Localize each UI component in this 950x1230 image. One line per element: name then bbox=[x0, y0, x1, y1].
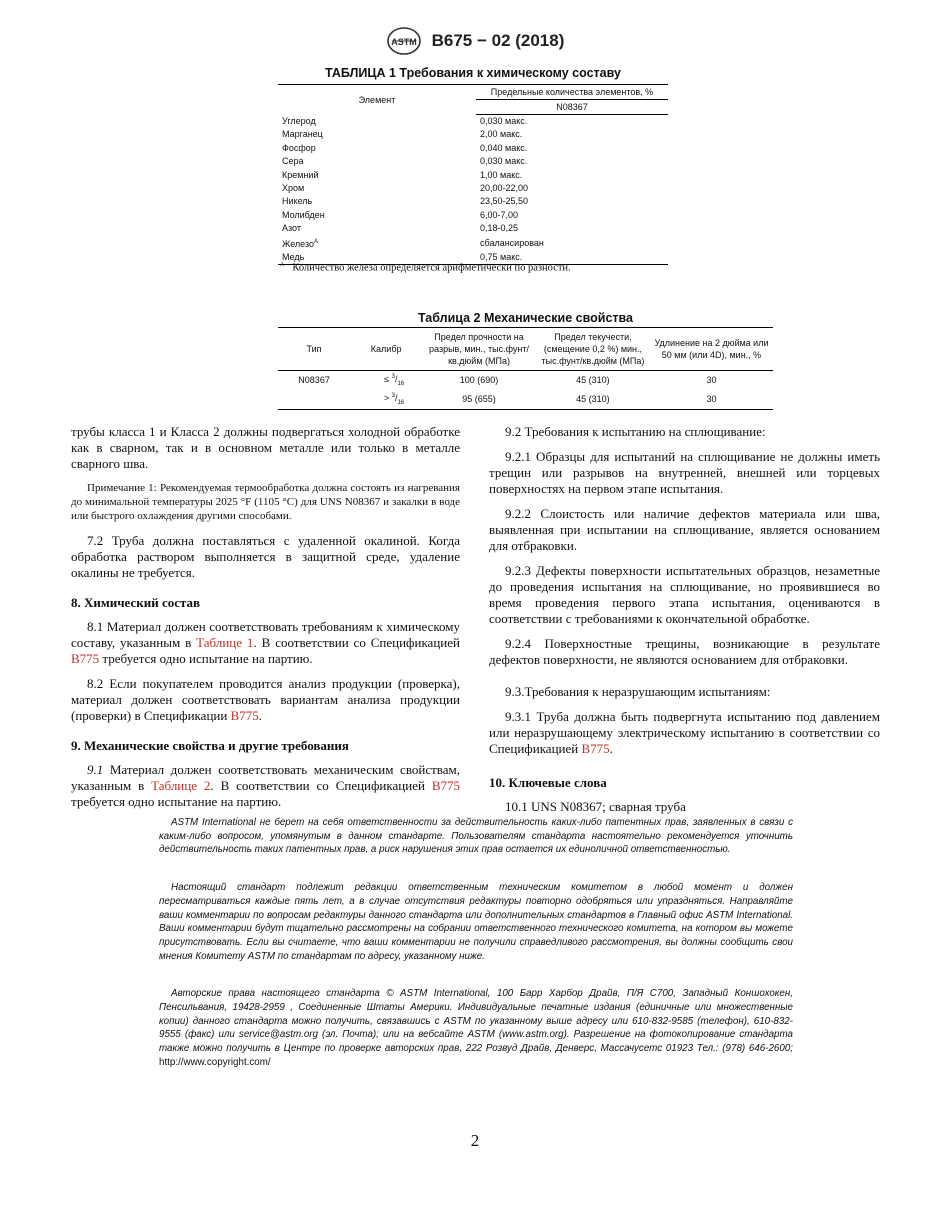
table1-value-cell: 0,18-0,25 bbox=[480, 223, 519, 234]
table1-header-element: Элемент bbox=[278, 85, 476, 115]
paragraph-7-2: 7.2 Труба должна поставляться с удаленной окалиной. Когда обработка раствором выполняется в защитной среде, удаление окалины не требуется. bbox=[71, 533, 460, 580]
b775-link[interactable]: B775 bbox=[431, 778, 460, 793]
table1-row bbox=[278, 115, 668, 129]
table1-element-cell: Молибден bbox=[282, 209, 325, 220]
table1-element-cell: Железо$^A$ bbox=[282, 238, 319, 249]
copyright-url-link[interactable]: http://www.copyright.com/ bbox=[159, 1056, 271, 1068]
page-number: 2 bbox=[470, 1131, 480, 1150]
paragraph-7-1-cont: трубы класса 1 и Класса 2 должны подвергаться холодной обработке как в сварном, так и в основном металле или только в металле сварного шва. bbox=[71, 424, 460, 471]
table1-body bbox=[278, 115, 668, 265]
table1-element-cell: Кремний bbox=[282, 169, 319, 180]
table1-row bbox=[278, 222, 668, 235]
table1-row bbox=[278, 182, 668, 195]
table1-value-cell: 23,50-25,50 bbox=[480, 196, 529, 207]
table1-value-cell: 2,00 макс. bbox=[480, 129, 523, 140]
table2-yield-cell: 45 (310) bbox=[576, 375, 610, 386]
table1-row bbox=[278, 128, 668, 141]
paragraph-9-2-1: 9.2.1 Образцы для испытаний на сплющивание не должны иметь трещин или разрывов на внутренней, внешней или торцевых поверхностях на первом этапе испытания. bbox=[489, 449, 880, 496]
table1-element-cell: Фосфор bbox=[282, 142, 316, 153]
patent-notice: ASTM International не берет на себя ответственности за действительность каких-либо патентных прав, заявленных в связи с каким-либо вопросом, упомянутым в данном стандарте. Пользователям стандарта настоятельно рекомендуется уточнить действительность таких патентных прав, а риск нарушения этих прав остается их единоличной ответственностью. bbox=[159, 817, 793, 856]
table1-row bbox=[278, 155, 668, 168]
table1-row bbox=[278, 142, 668, 155]
section-9-heading: 9. Механические свойства и другие требования bbox=[71, 738, 349, 753]
paragraph-9-1: 9.1 Материал должен соответствовать механическим свойствам, указанным в Таблице 2. В соответствии со Спецификацией B775 требуется одно испытание на партию. bbox=[71, 762, 460, 809]
table1-element-cell: Хром bbox=[282, 183, 305, 194]
table1-row bbox=[278, 169, 668, 182]
table2-header-tensile: Предел прочности на разрыв, мин., тыс.фунт/кв.дюйм (МПа) bbox=[422, 328, 536, 371]
table1-footnote bbox=[280, 262, 571, 274]
table2-elongation-cell: 30 bbox=[706, 375, 717, 386]
table1-footnote-mark: A bbox=[280, 262, 285, 268]
table1-row bbox=[278, 209, 668, 222]
table1-row bbox=[278, 236, 668, 251]
revision-notice: Настоящий стандарт подлежит редакции ответственным техническим комитетом в любой момент и должен пересматриваться каждые пять лет, а в случае отсутствия редактуры повторно одобряться или упраздняться. Направляйте ваши комментарии по вопросам редактуры данного стандарта или дополнительных стандартов в Главный офис ASTM International. Ваши комментарии будут тщательно рассмотрены на собрании ответственного технического комитета, на котором вы можете присутствовать. Если вы считаете, что ваши комментарии не получили справедливого рассмотрения, вы должны сообщить свои мнения Комитету ASTM по стандартам по адресу, указанному ниже. bbox=[159, 882, 793, 962]
paragraph-9-3: 9.3.Требования к неразрушающим испытаниям: bbox=[505, 684, 771, 699]
table1-header-grade: N08367 bbox=[476, 100, 668, 115]
section-10-heading: 10. Ключевые слова bbox=[489, 775, 607, 790]
table2-yield-cell: 45 (310) bbox=[536, 390, 650, 409]
b775-link[interactable]: B775 bbox=[230, 708, 259, 723]
table1-value-cell: 0,040 макс. bbox=[480, 142, 528, 153]
page-header bbox=[0, 26, 950, 56]
table1-value-cell: 20,00-22,00 bbox=[480, 183, 529, 194]
paragraph-9-2-2: 9.2.2 Слоистость или наличие дефектов материала или шва, выявленная при испытании на сплющивание, является основанием для отбраковки. bbox=[489, 506, 880, 553]
table2-row bbox=[278, 390, 773, 409]
table1-element-cell: Марганец bbox=[282, 129, 323, 140]
paragraph-8-1: 8.1 Материал должен соответствовать требованиям к химическому составу, указанным в Таблице 1. В соответствии со Спецификацией B775 требуется одно испытание на партию. bbox=[71, 619, 460, 666]
table1-link[interactable]: Таблице 1 bbox=[196, 635, 254, 650]
table1-value-cell: 0,030 макс. bbox=[480, 156, 528, 167]
table2-tensile-cell: 100 (690) bbox=[459, 375, 499, 386]
table2-body bbox=[278, 371, 773, 410]
table2-gauge-cell: > $^3/_{16}$ bbox=[350, 390, 422, 409]
table1-row bbox=[278, 195, 668, 208]
table1-footnote-text: Количество железа определяется арифметически по разности. bbox=[292, 262, 571, 274]
table2-type-cell bbox=[278, 390, 350, 409]
table1-element-cell: Медь bbox=[278, 251, 476, 265]
table1-element-cell: Углерод bbox=[282, 115, 316, 126]
table1-element-cell: Азот bbox=[282, 223, 301, 234]
paragraph-9-2-4: 9.2.4 Поверхностные трещины, возникающие в результате дефектов поверхности, не являются основанием для отбраковки. bbox=[489, 636, 880, 667]
paragraph-9-3-1: 9.3.1 Труба должна быть подвергнута испытанию под давлением или неразрушающему электрическому испытанию в соответствии со Спецификацией B775. bbox=[489, 709, 880, 756]
left-column bbox=[71, 424, 460, 819]
mechanical-properties-table bbox=[278, 327, 773, 410]
table2-gauge-cell: ≤ $^3/_{16}$ bbox=[384, 374, 405, 387]
table2-header-type: Тип bbox=[278, 328, 350, 371]
table1-value-cell: 0,030 макс. bbox=[480, 116, 528, 126]
table2-row bbox=[278, 371, 773, 390]
table1-title: ТАБЛИЦА 1 Требования к химическому составу bbox=[325, 66, 621, 80]
table2-tensile-cell: 95 (655) bbox=[422, 390, 536, 409]
astm-logo-icon bbox=[386, 26, 422, 56]
table1-value-cell: сбалансирован bbox=[480, 237, 544, 248]
paragraph-8-2: 8.2 Если покупателем проводится анализ продукции (проверка), материал должен соответствовать вариантам анализа продукции (проверки) в Спецификации B775. bbox=[71, 676, 460, 723]
standard-designation: B675 − 02 (2018) bbox=[431, 31, 565, 50]
chemical-composition-table bbox=[278, 84, 668, 265]
note-1: Примечание 1: Рекомендуемая термообработка должна состоять из нагревания до минимальной температуры 2025 °F (1105 °C) для UNS N08367 и закалки в воде или быстрого охлаждения другими способами. bbox=[71, 482, 460, 522]
copyright-notice: Авторские права настоящего стандарта © ASTM International, 100 Барр Харбор Драйв, П/Я C700, Западный Коншохокен, Пенсильвания, 19428-2959 , Соединенные Штаты Америки. Индивидуальные печатные издания (единичные или множественные копии) данного стандарта можно получить, связавшись с ASTM по указанному выше адресу или 610-832-9585 (телефон), 610-832-9555 (факс) или service@astm.org (эл. Почта); или на вебсайте ASTM (www.astm.org). Разрешение на фотокопирование стандарта также можно получить в Центре по проверке авторских прав, 222 Розвуд Драйв, Денверс, Массачусетс 01923 Тел.: (978) 646-2600; http://www.copyright.com/ bbox=[159, 988, 793, 1068]
right-column bbox=[489, 424, 880, 824]
table1-element-cell: Сера bbox=[282, 156, 304, 167]
table2-link[interactable]: Таблице 2 bbox=[151, 778, 211, 793]
table2-header-elongation: Удлинение на 2 дюйма или 50 мм (или 4D), мин., % bbox=[650, 328, 773, 371]
paragraph-9-2-3: 9.2.3 Дефекты поверхности испытательных образцов, незаметные до проведения испытания на сплющивание, но проявившиеся во время проведения первого этапа испытания, оцениваются в соответствии с требованиями к окончательной обработке. bbox=[489, 563, 880, 626]
table2-type-cell: N08367 bbox=[298, 375, 330, 386]
table1-value-cell: 0,75 макс. bbox=[476, 251, 668, 265]
table1-value-cell: 1,00 макс. bbox=[480, 169, 523, 180]
paragraph-10-1: 10.1 UNS N08367; сварная труба bbox=[505, 799, 686, 814]
b775-link[interactable]: B775 bbox=[71, 651, 100, 666]
table2-header-gauge: Калибр bbox=[350, 328, 422, 371]
b775-link[interactable]: B775 bbox=[581, 741, 610, 756]
paragraph-9-2: 9.2 Требования к испытанию на сплющивание: bbox=[505, 424, 766, 439]
table2-elongation-cell: 30 bbox=[650, 390, 773, 409]
legal-notices bbox=[159, 816, 793, 1070]
table2-title: Таблица 2 Механические свойства bbox=[417, 311, 634, 325]
table1-element-cell: Никель bbox=[282, 196, 313, 207]
logo-text: ASTM bbox=[390, 37, 417, 47]
section-8-heading: 8. Химический состав bbox=[71, 595, 201, 610]
table2-header-yield: Предел текучести, (смещение 0,2 %) мин., тыс.фунт/кв.дюйм (МПа) bbox=[536, 328, 650, 371]
table1-value-cell: 6,00-7,00 bbox=[480, 209, 519, 220]
table1-header-limits: Предельные количества элементов, % bbox=[476, 85, 668, 100]
